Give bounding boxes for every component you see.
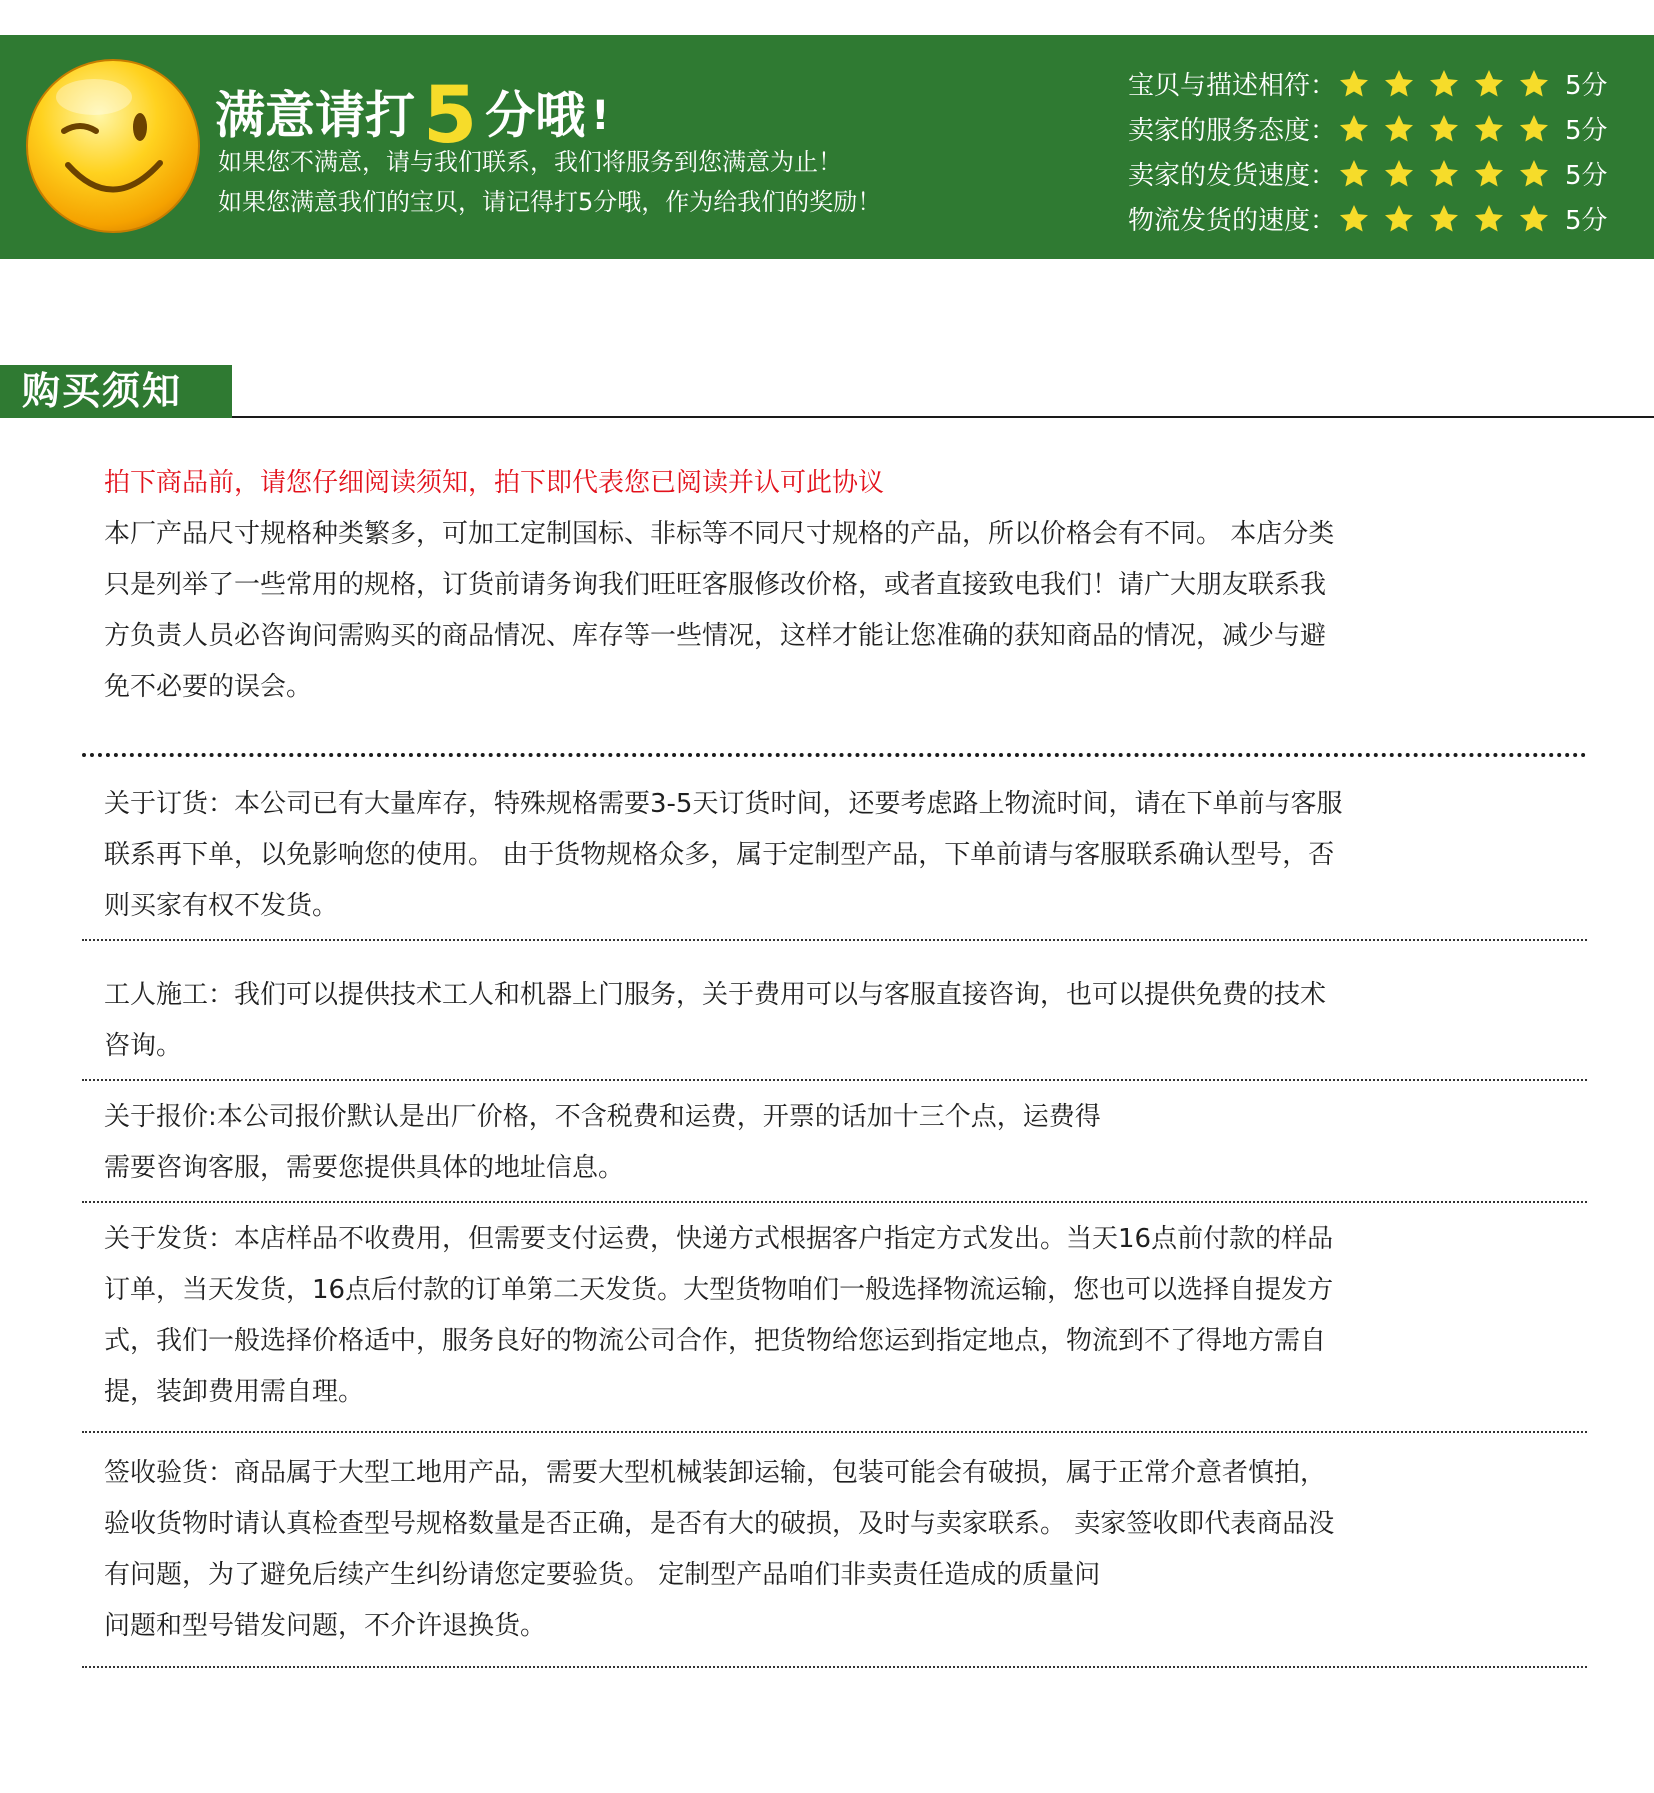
headline — [215, 70, 610, 161]
rating-label: 物流发货的速度： — [1128, 206, 1337, 236]
dotted-divider — [82, 1079, 1587, 1081]
text-line: 咨询。 — [104, 1031, 183, 1061]
rating-list — [1128, 61, 1648, 241]
star-icon — [1518, 158, 1550, 190]
text-line: 只是列举了一些常用的规格，订货前请务询我们旺旺客服修改价格，或者直接致电我们！请广大朋友联系我 — [104, 570, 1327, 600]
star-icon — [1383, 203, 1415, 235]
star-icon — [1473, 113, 1505, 145]
text-line: 关于订货：本公司已有大量库存，特殊规格需要3-5天订货时间，还要考虑路上物流时间，请在下单前与客服 — [104, 789, 1343, 819]
rating-row — [1128, 151, 1648, 196]
text-line: 式，我们一般选择价格适中，服务良好的物流公司合作，把货物给您运到指定地点，物流到不了得地方需自 — [104, 1326, 1327, 1356]
headline-number: 5 — [423, 70, 478, 161]
rating-stars — [1338, 203, 1563, 235]
headline-exclamation: ! — [591, 92, 610, 139]
rating-row — [1128, 106, 1648, 151]
notice-warning — [104, 458, 1534, 509]
text-line: 工人施工：我们可以提供技术工人和机器上门服务，关于费用可以与客服直接咨询，也可以提供免费的技术 — [104, 980, 1327, 1010]
star-icon — [1428, 203, 1460, 235]
text-line: 方负责人员必咨询问需购买的商品情况、库存等一些情况，这样才能让您准确的获知商品的情况，减少与避 — [104, 621, 1327, 651]
headline-suffix: 分哦 — [485, 86, 586, 145]
text-line: 验收货物时请认真检查型号规格数量是否正确，是否有大的破损，及时与卖家联系。 卖家签收即代表商品没 — [104, 1509, 1335, 1539]
text-line: 提，装卸费用需自理。 — [104, 1377, 365, 1407]
rating-stars — [1338, 158, 1563, 190]
star-icon — [1338, 113, 1370, 145]
star-icon — [1518, 203, 1550, 235]
star-icon — [1473, 158, 1505, 190]
notice-ordering — [104, 779, 1534, 932]
dotted-divider — [82, 939, 1587, 941]
rating-stars — [1338, 68, 1563, 100]
rating-row — [1128, 61, 1648, 106]
rating-banner — [0, 35, 1654, 259]
rating-score: 5分 — [1565, 116, 1608, 146]
star-icon — [1383, 113, 1415, 145]
notice-intro — [104, 509, 1534, 713]
dotted-divider — [82, 1201, 1587, 1203]
dotted-divider — [82, 1666, 1587, 1668]
section-title: 购买须知 — [22, 369, 183, 413]
text-line: 签收验货：商品属于大型工地用产品，需要大型机械装卸运输，包装可能会有破损，属于正常介意者慎拍， — [104, 1458, 1327, 1488]
text-line: 联系再下单，以免影响您的使用。 由于货物规格众多，属于定制型产品，下单前请与客服联系确认型号，否 — [104, 840, 1335, 870]
star-icon — [1383, 68, 1415, 100]
notice-warning-text: 拍下商品前，请您仔细阅读须知，拍下即代表您已阅读并认可此协议 — [104, 468, 885, 498]
section-header-tab — [0, 365, 232, 418]
dotted-divider — [82, 1431, 1587, 1433]
star-icon — [1428, 158, 1460, 190]
star-icon — [1518, 113, 1550, 145]
winking-smiley-icon — [22, 55, 204, 237]
text-line: 则买家有权不发货。 — [104, 891, 339, 921]
star-icon — [1428, 113, 1460, 145]
text-line: 订单，当天发货，16点后付款的订单第二天发货。大型货物咱们一般选择物流运输，您也可以选择自提发方 — [104, 1275, 1334, 1305]
text-line: 关于发货：本店样品不收费用，但需要支付运费，快递方式根据客户指定方式发出。当天16点前付款的样品 — [104, 1224, 1334, 1254]
notice-pricing — [104, 1092, 1534, 1194]
rating-label: 卖家的服务态度： — [1128, 116, 1337, 146]
rating-score: 5分 — [1565, 206, 1608, 236]
section-header-rule — [232, 416, 1654, 418]
rating-row — [1128, 196, 1648, 241]
headline-prefix: 满意请打 — [215, 86, 415, 145]
rating-label: 卖家的发货速度： — [1128, 161, 1337, 191]
text-line: 关于报价:本公司报价默认是出厂价格，不含税费和运费，开票的话加十三个点，运费得 — [104, 1102, 1101, 1132]
notice-inspection — [104, 1448, 1534, 1652]
rating-stars — [1338, 113, 1563, 145]
star-icon — [1473, 68, 1505, 100]
banner-tagline-1: 如果您不满意，请与我们联系，我们将服务到您满意为止！ — [218, 148, 842, 176]
rating-score: 5分 — [1565, 161, 1608, 191]
star-icon — [1428, 68, 1460, 100]
rating-score: 5分 — [1565, 71, 1608, 101]
text-line: 本厂产品尺寸规格种类繁多，可加工定制国标、非标等不同尺寸规格的产品，所以价格会有不同。 本店分类 — [104, 519, 1335, 549]
star-icon — [1338, 158, 1370, 190]
star-icon — [1338, 203, 1370, 235]
notice-shipping — [104, 1214, 1534, 1418]
banner-tagline-2: 如果您满意我们的宝贝，请记得打5分哦，作为给我们的奖励！ — [218, 188, 882, 216]
text-line: 问题和型号错发问题，不介许退换货。 — [104, 1611, 547, 1641]
text-line: 有问题，为了避免后续产生纠纷请您定要验货。 定制型产品咱们非卖责任造成的质量问 — [104, 1560, 1101, 1590]
star-icon — [1518, 68, 1550, 100]
star-icon — [1383, 158, 1415, 190]
text-line: 需要咨询客服，需要您提供具体的地址信息。 — [104, 1153, 625, 1183]
dotted-divider — [82, 753, 1587, 757]
star-icon — [1473, 203, 1505, 235]
text-line: 免不必要的误会。 — [104, 672, 313, 702]
rating-label: 宝贝与描述相符： — [1128, 71, 1337, 101]
star-icon — [1338, 68, 1370, 100]
notice-installation — [104, 970, 1534, 1072]
